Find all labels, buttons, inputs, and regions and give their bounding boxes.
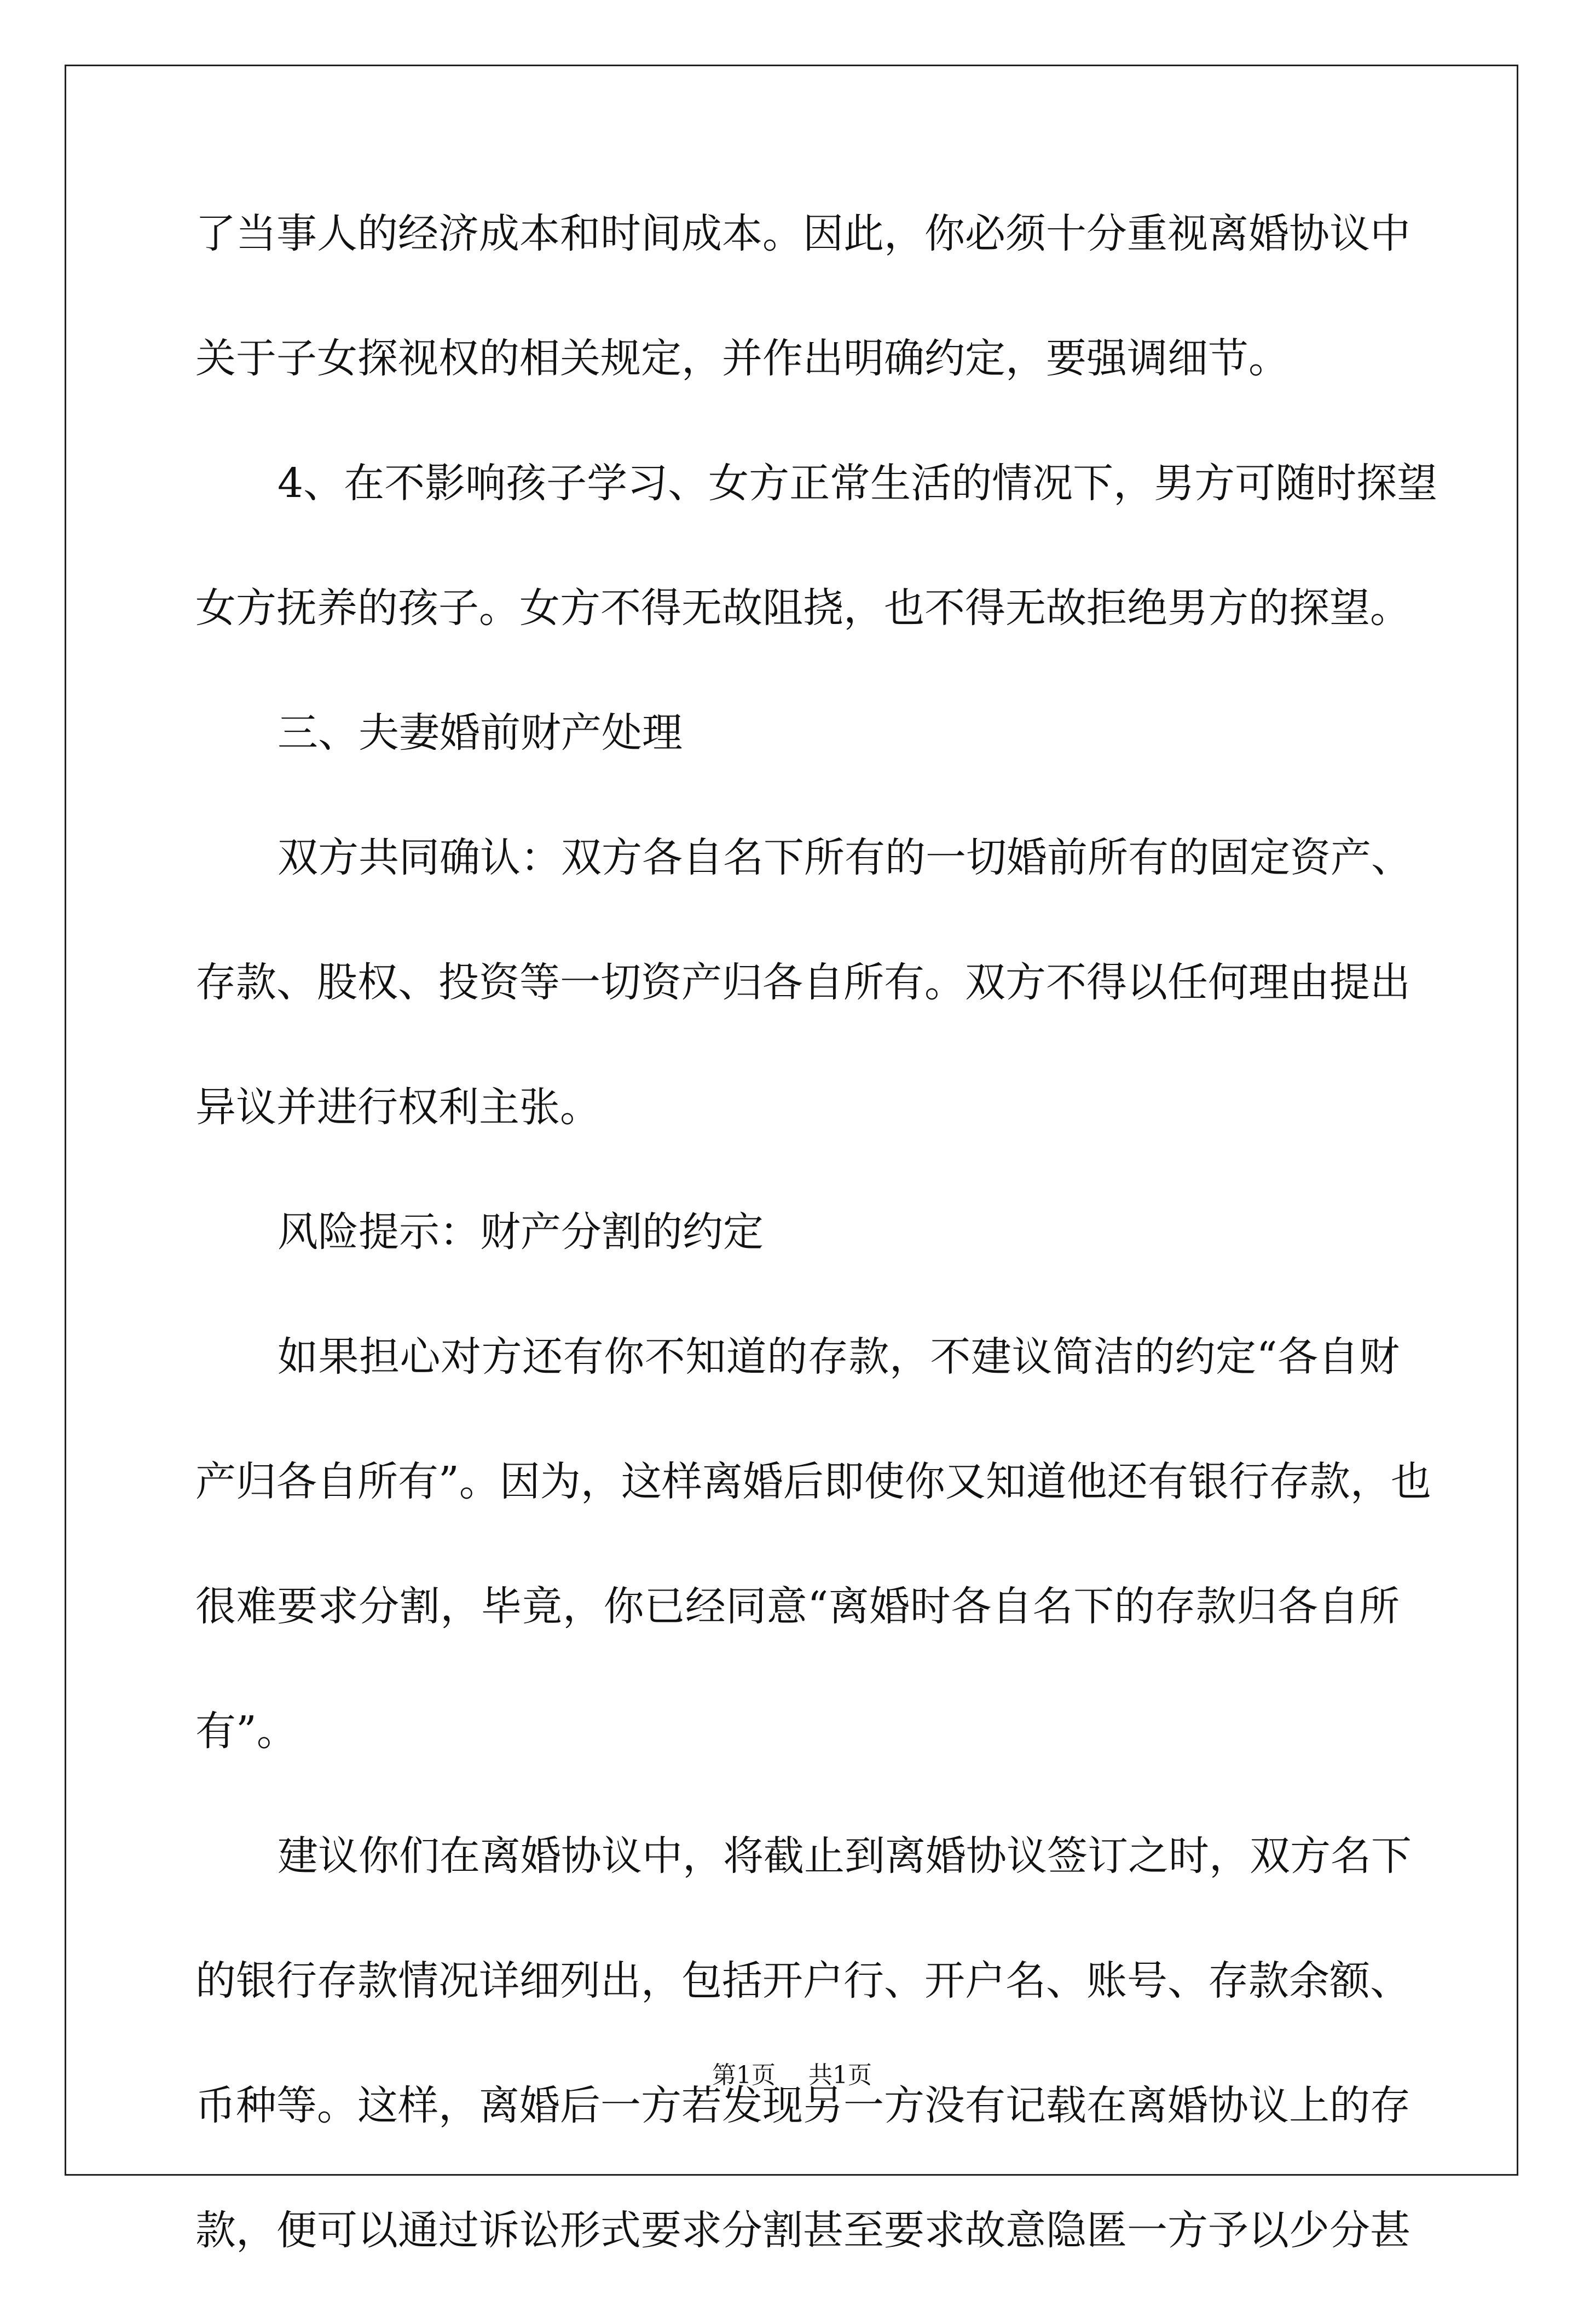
text-line: 如果担心对方还有你不知道的存款，不建议简洁的约定“各自财 (278, 1333, 1400, 1380)
text-line: 了当事人的经济成本和时间成本。因此，你必须十分重视离婚协议中 (195, 210, 1410, 257)
text-line: 有”。 (195, 1708, 297, 1755)
text-line: 建议你们在离婚协议中，将截止到离婚协议签订之时，双方名下 (278, 1832, 1412, 1880)
text-line: 币种等。这样，离婚后一方若发现另一方没有记载在离婚协议上的存 (195, 2082, 1410, 2129)
document-body (195, 203, 1438, 2324)
text-line: 很难要求分割，毕竟，你已经同意“离婚时各自名下的存款归各自所 (195, 1583, 1400, 1630)
text-line: 异议并进行权利主张。 (195, 1084, 600, 1131)
text-line: 款，便可以通过诉讼形式要求分割甚至要求故意隐匿一方予以少分甚 (195, 2207, 1410, 2254)
page-total: 共1页 (808, 2061, 872, 2089)
text-line: 存款、股权、投资等一切资产归各自所有。双方不得以任何理由提出 (195, 959, 1410, 1006)
text-line: 风险提示：财产分割的约定 (278, 1209, 764, 1256)
text-line: 双方共同确认：双方各自名下所有的一切婚前所有的固定资产、 (278, 834, 1412, 881)
text-line: 4、在不影响孩子学习、女方正常生活的情况下，男方可随时探望 (278, 460, 1438, 507)
text-line: 的银行存款情况详细列出，包括开户行、开户名、账号、存款余额、 (195, 1957, 1410, 2004)
text-line: 女方抚养的孩子。女方不得无故阻挠，也不得无故拒绝男方的探望。 (195, 585, 1410, 632)
text-line: 三、夫妻婚前财产处理 (278, 709, 683, 756)
text-line: 关于子女探视权的相关规定，并作出明确约定，要强调细节。 (195, 335, 1289, 382)
page-footer (0, 2059, 1584, 2092)
page-number: 第1页 (712, 2061, 776, 2089)
text-line: 产归各自所有”。因为，这样离婚后即使你又知道他还有银行存款，也 (195, 1458, 1431, 1505)
